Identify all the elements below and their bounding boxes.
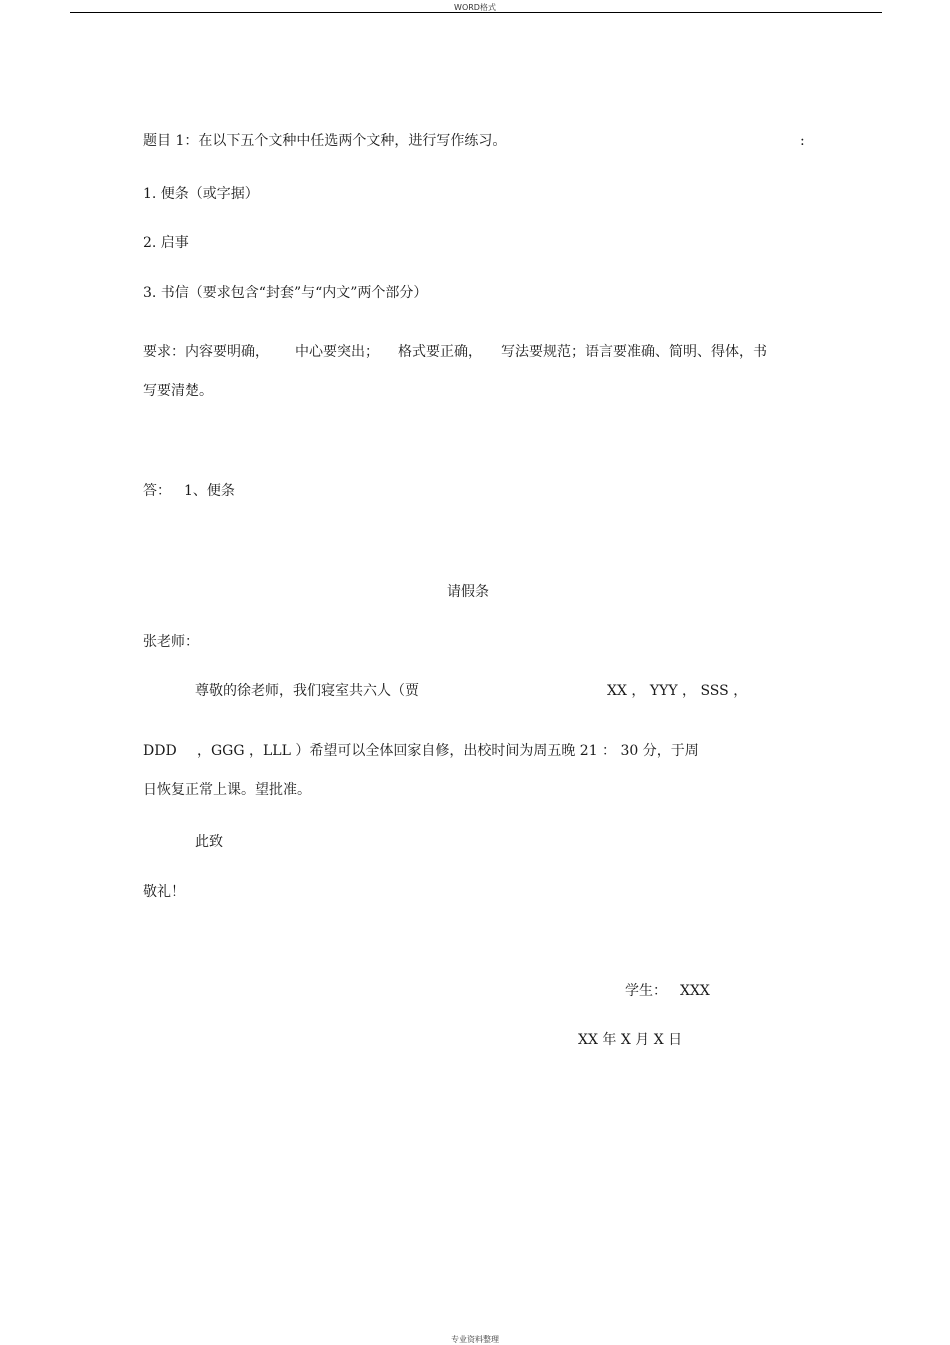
question-item-1: 1. 便条（或字据） <box>143 186 259 202</box>
note-closing-2: 敬礼！ <box>143 884 185 900</box>
requirement-part-4: 写法要规范；语言要准确、简明、得体，书 <box>501 344 767 360</box>
note-body-line2-a: DDD <box>143 743 177 759</box>
note-title: 请假条 <box>447 584 489 600</box>
page-header: WORD格式 <box>454 3 496 12</box>
answer-label: 答： <box>143 483 171 499</box>
requirement-part-1: 要求：内容要明确， <box>143 344 269 360</box>
note-body-line1-a: 尊敬的徐老师，我们寝室共六人（贾 <box>195 683 419 699</box>
requirement-part-3: 格式要正确， <box>398 344 482 360</box>
requirement-part-2: 中心要突出； <box>295 344 379 360</box>
answer-number: 1、便条 <box>184 483 235 499</box>
signature-label: 学生： <box>625 983 667 999</box>
note-body-line2-b: ，GGG ，LLL ）希望可以全体回家自修，出校时间为周五晚 21 ： 30 分，于周 <box>197 743 699 759</box>
requirement-line-2: 写要清楚。 <box>143 383 213 399</box>
note-closing-1: 此致 <box>195 834 223 850</box>
question-item-3: 3. 书信（要求包含“封套”与“内文”两个部分） <box>143 285 428 301</box>
question-item-2: 2. 启事 <box>143 235 189 251</box>
note-date: XX 年 X 月 X 日 <box>578 1032 683 1048</box>
header-rule <box>70 12 882 13</box>
question-title: 题目 1：在以下五个文种中任选两个文种，进行写作练习。 <box>143 133 507 149</box>
question-title-trailing-mark: : <box>800 133 805 149</box>
note-body-line1-b: XX ， YYY ， SSS ， <box>607 683 748 699</box>
note-salutation: 张老师： <box>143 634 199 650</box>
signature-name: XXX <box>680 983 710 999</box>
page-footer: 专业资料整理 <box>451 1335 499 1344</box>
note-body-line3: 日恢复正常上课。望批准。 <box>143 782 311 798</box>
